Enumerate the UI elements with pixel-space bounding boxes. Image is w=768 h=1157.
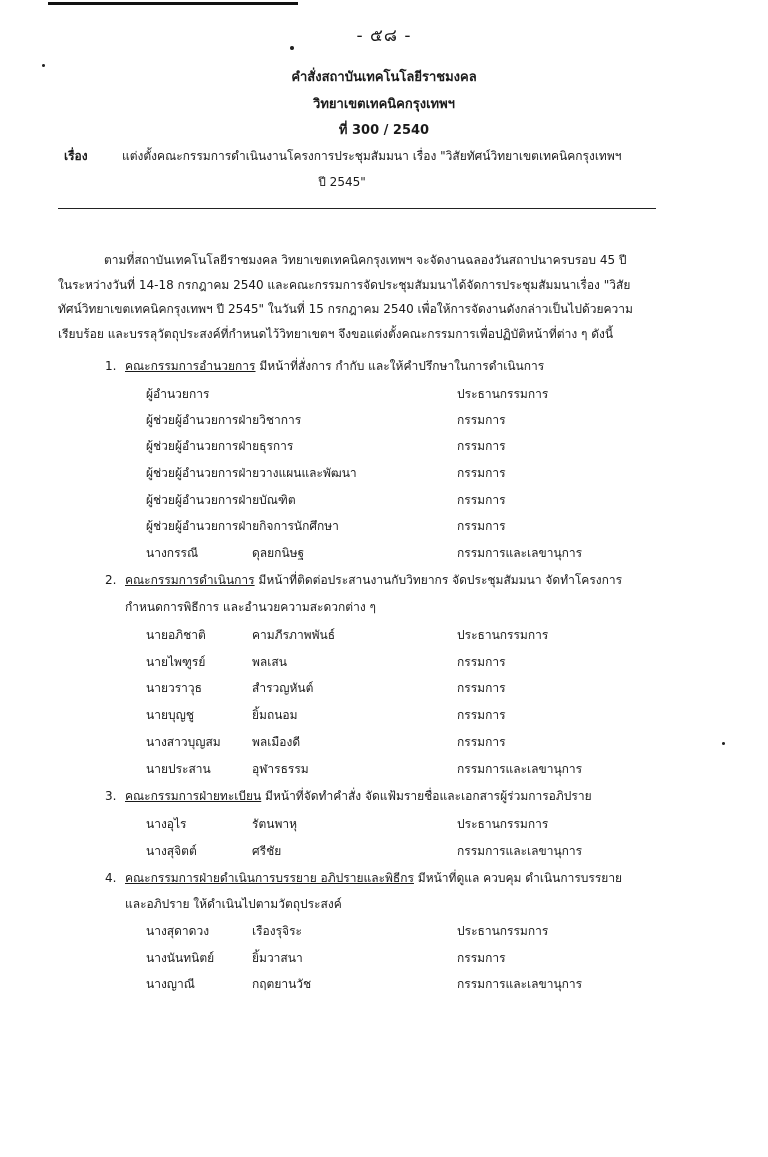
section-title: คณะกรรมการฝ่ายดำเนินการบรรยาย อภิปรายและพิธีกร — [125, 871, 414, 885]
section-heading — [105, 787, 592, 806]
member-name: อุฬารธรรม — [252, 762, 309, 776]
section-heading — [105, 357, 544, 376]
member-title: นางสุดาดวง — [146, 924, 210, 938]
member-role: กรรมการและเลขานุการ — [457, 844, 583, 858]
order-campus: วิทยาเขตเทคนิคกรุงเทพฯ — [313, 97, 455, 112]
section-duty: มีหน้าที่ดูแล ควบคุม ดำเนินการบรรยาย — [413, 871, 623, 885]
top-border-line — [48, 2, 298, 5]
member-role: กรรมการ — [457, 519, 506, 533]
member-role: กรรมการ — [457, 951, 506, 965]
member-name: พลเมืองดี — [252, 735, 301, 749]
subject-text: แต่งตั้งคณะกรรมการดำเนินงานโครงการประชุมสัมมนา เรื่อง "วิสัยทัศน์วิทยาเขตเทคนิคกรุงเทพฯ — [122, 149, 622, 163]
member-role: ประธานกรรมการ — [457, 387, 549, 401]
member-name: กฤตยานวัช — [252, 977, 312, 991]
subject-text-continued: ปี 2545" — [318, 175, 366, 189]
section-title: คณะกรรมการอำนวยการ — [125, 359, 256, 373]
header-divider — [58, 208, 656, 209]
intro-line: ทัศน์วิทยาเขตเทคนิคกรุงเทพฯ ปี 2545" ในวันที่ 15 กรกฎาคม 2540 เพื่อให้การจัดงานดังกล่าวเป็นไปด้วยความ — [58, 302, 633, 316]
section-heading — [105, 869, 622, 888]
order-number: ที่ 300 / 2540 — [338, 123, 430, 138]
member-role: กรรมการและเลขานุการ — [457, 546, 583, 560]
section-title: คณะกรรมการฝ่ายทะเบียน — [125, 789, 262, 803]
member-title: ผู้ช่วยผู้อำนวยการฝ่ายกิจการนักศึกษา — [146, 519, 339, 533]
member-name: เรืองรุจิระ — [252, 924, 302, 938]
section-number: 3. — [105, 789, 117, 803]
page-number: - ๕๘ - — [356, 26, 412, 46]
member-title: นายบุญชู — [146, 708, 194, 722]
member-title: นางอุไร — [146, 817, 187, 831]
section-number: 4. — [105, 871, 117, 885]
member-role: กรรมการ — [457, 735, 506, 749]
member-role: กรรมการ — [457, 681, 506, 695]
member-title: ผู้อำนวยการ — [146, 387, 210, 401]
member-role: ประธานกรรมการ — [457, 628, 549, 642]
member-role: กรรมการและเลขานุการ — [457, 762, 583, 776]
member-title: นางสุจิตต์ — [146, 844, 197, 858]
section-duty: มีหน้าที่สั่งการ กำกับ และให้คำปรึกษาในการดำเนินการ — [255, 359, 545, 373]
member-title: นายอภิชาติ — [146, 628, 206, 642]
intro-paragraph — [58, 248, 668, 346]
member-title: นางกรรณี — [146, 546, 199, 560]
member-name: ยิ้มถนอม — [252, 708, 298, 722]
section-duty: มีหน้าที่ติดต่อประสานงานกับวิทยากร จัดประชุมสัมมนา จัดทำโครงการ — [254, 573, 623, 587]
intro-line: ในระหว่างวันที่ 14-18 กรกฎาคม 2540 และคณะกรรมการจัดประชุมสัมมนาได้จัดการประชุมสัมมนาเรื่อง "วิสัย — [58, 277, 631, 292]
member-name: คามภีรภาพพันธ์ — [252, 628, 336, 642]
member-title: นายวราวุธ — [146, 681, 202, 695]
member-name: สำรวญหันต์ — [252, 681, 314, 695]
member-title: นางญาณี — [146, 977, 195, 991]
member-title: นายประสาน — [146, 762, 211, 776]
section-title: คณะกรรมการดำเนินการ — [125, 573, 255, 587]
member-title: ผู้ช่วยผู้อำนวยการฝ่ายวิชาการ — [146, 413, 302, 427]
member-role: กรรมการและเลขานุการ — [457, 977, 583, 991]
member-role: กรรมการ — [457, 439, 506, 453]
member-role: กรรมการ — [457, 493, 506, 507]
member-name: ดุลยกนิษฐ — [252, 546, 305, 560]
member-role: ประธานกรรมการ — [457, 817, 549, 831]
member-role: กรรมการ — [457, 655, 506, 669]
member-title: ผู้ช่วยผู้อำนวยการฝ่ายธุรการ — [146, 439, 294, 453]
member-role: กรรมการ — [457, 413, 506, 427]
member-role: กรรมการ — [457, 708, 506, 722]
section-duty: มีหน้าที่จัดทำคำสั่ง จัดแฟ้มรายชื่อและเอกสารผู้ร่วมการอภิปราย — [261, 789, 592, 803]
section-duty-continued: และอภิปราย ให้ดำเนินไปตามวัตถุประสงค์ — [125, 897, 342, 911]
member-title: นายไพฑูรย์ — [146, 655, 206, 669]
section-number: 2. — [105, 573, 117, 587]
intro-line: เรียบร้อย และบรรลุวัตถุประสงค์ที่กำหนดไว้วิทยาเขตฯ จึงขอแต่งตั้งคณะกรรมการเพื่อปฏิบัติหน้าที่ต่าง ๆ ดังนี้ — [58, 326, 614, 341]
section-duty-continued: กำหนดการพิธีการ และอำนวยความสะดวกต่าง ๆ — [125, 600, 376, 614]
ink-speck — [722, 742, 725, 745]
section-heading — [105, 571, 622, 590]
section-number: 1. — [105, 359, 117, 373]
member-name: ยิ้มวาสนา — [252, 951, 303, 965]
member-title: นางนันทนิตย์ — [146, 951, 215, 965]
ink-speck — [290, 46, 294, 50]
member-name: พลเสน — [252, 655, 287, 669]
member-title: ผู้ช่วยผู้อำนวยการฝ่ายวางแผนและพัฒนา — [146, 466, 357, 480]
member-title: ผู้ช่วยผู้อำนวยการฝ่ายบัณฑิต — [146, 493, 296, 507]
member-name: ศรีชัย — [252, 844, 282, 858]
member-role: กรรมการ — [457, 466, 506, 480]
intro-line: ตามที่สถาบันเทคโนโลยีราชมงคล วิทยาเขตเทคนิคกรุงเทพฯ จะจัดงานฉลองวันสถาปนาครบรอบ 45 ปี — [104, 253, 627, 267]
member-title: นางสาวบุญสม — [146, 735, 221, 749]
member-role: ประธานกรรมการ — [457, 924, 549, 938]
order-title: คำสั่งสถาบันเทคโนโลยีราชมงคล — [291, 70, 477, 85]
subject-label: เรื่อง — [64, 149, 88, 163]
member-name: รัตนพาหุ — [252, 817, 297, 831]
